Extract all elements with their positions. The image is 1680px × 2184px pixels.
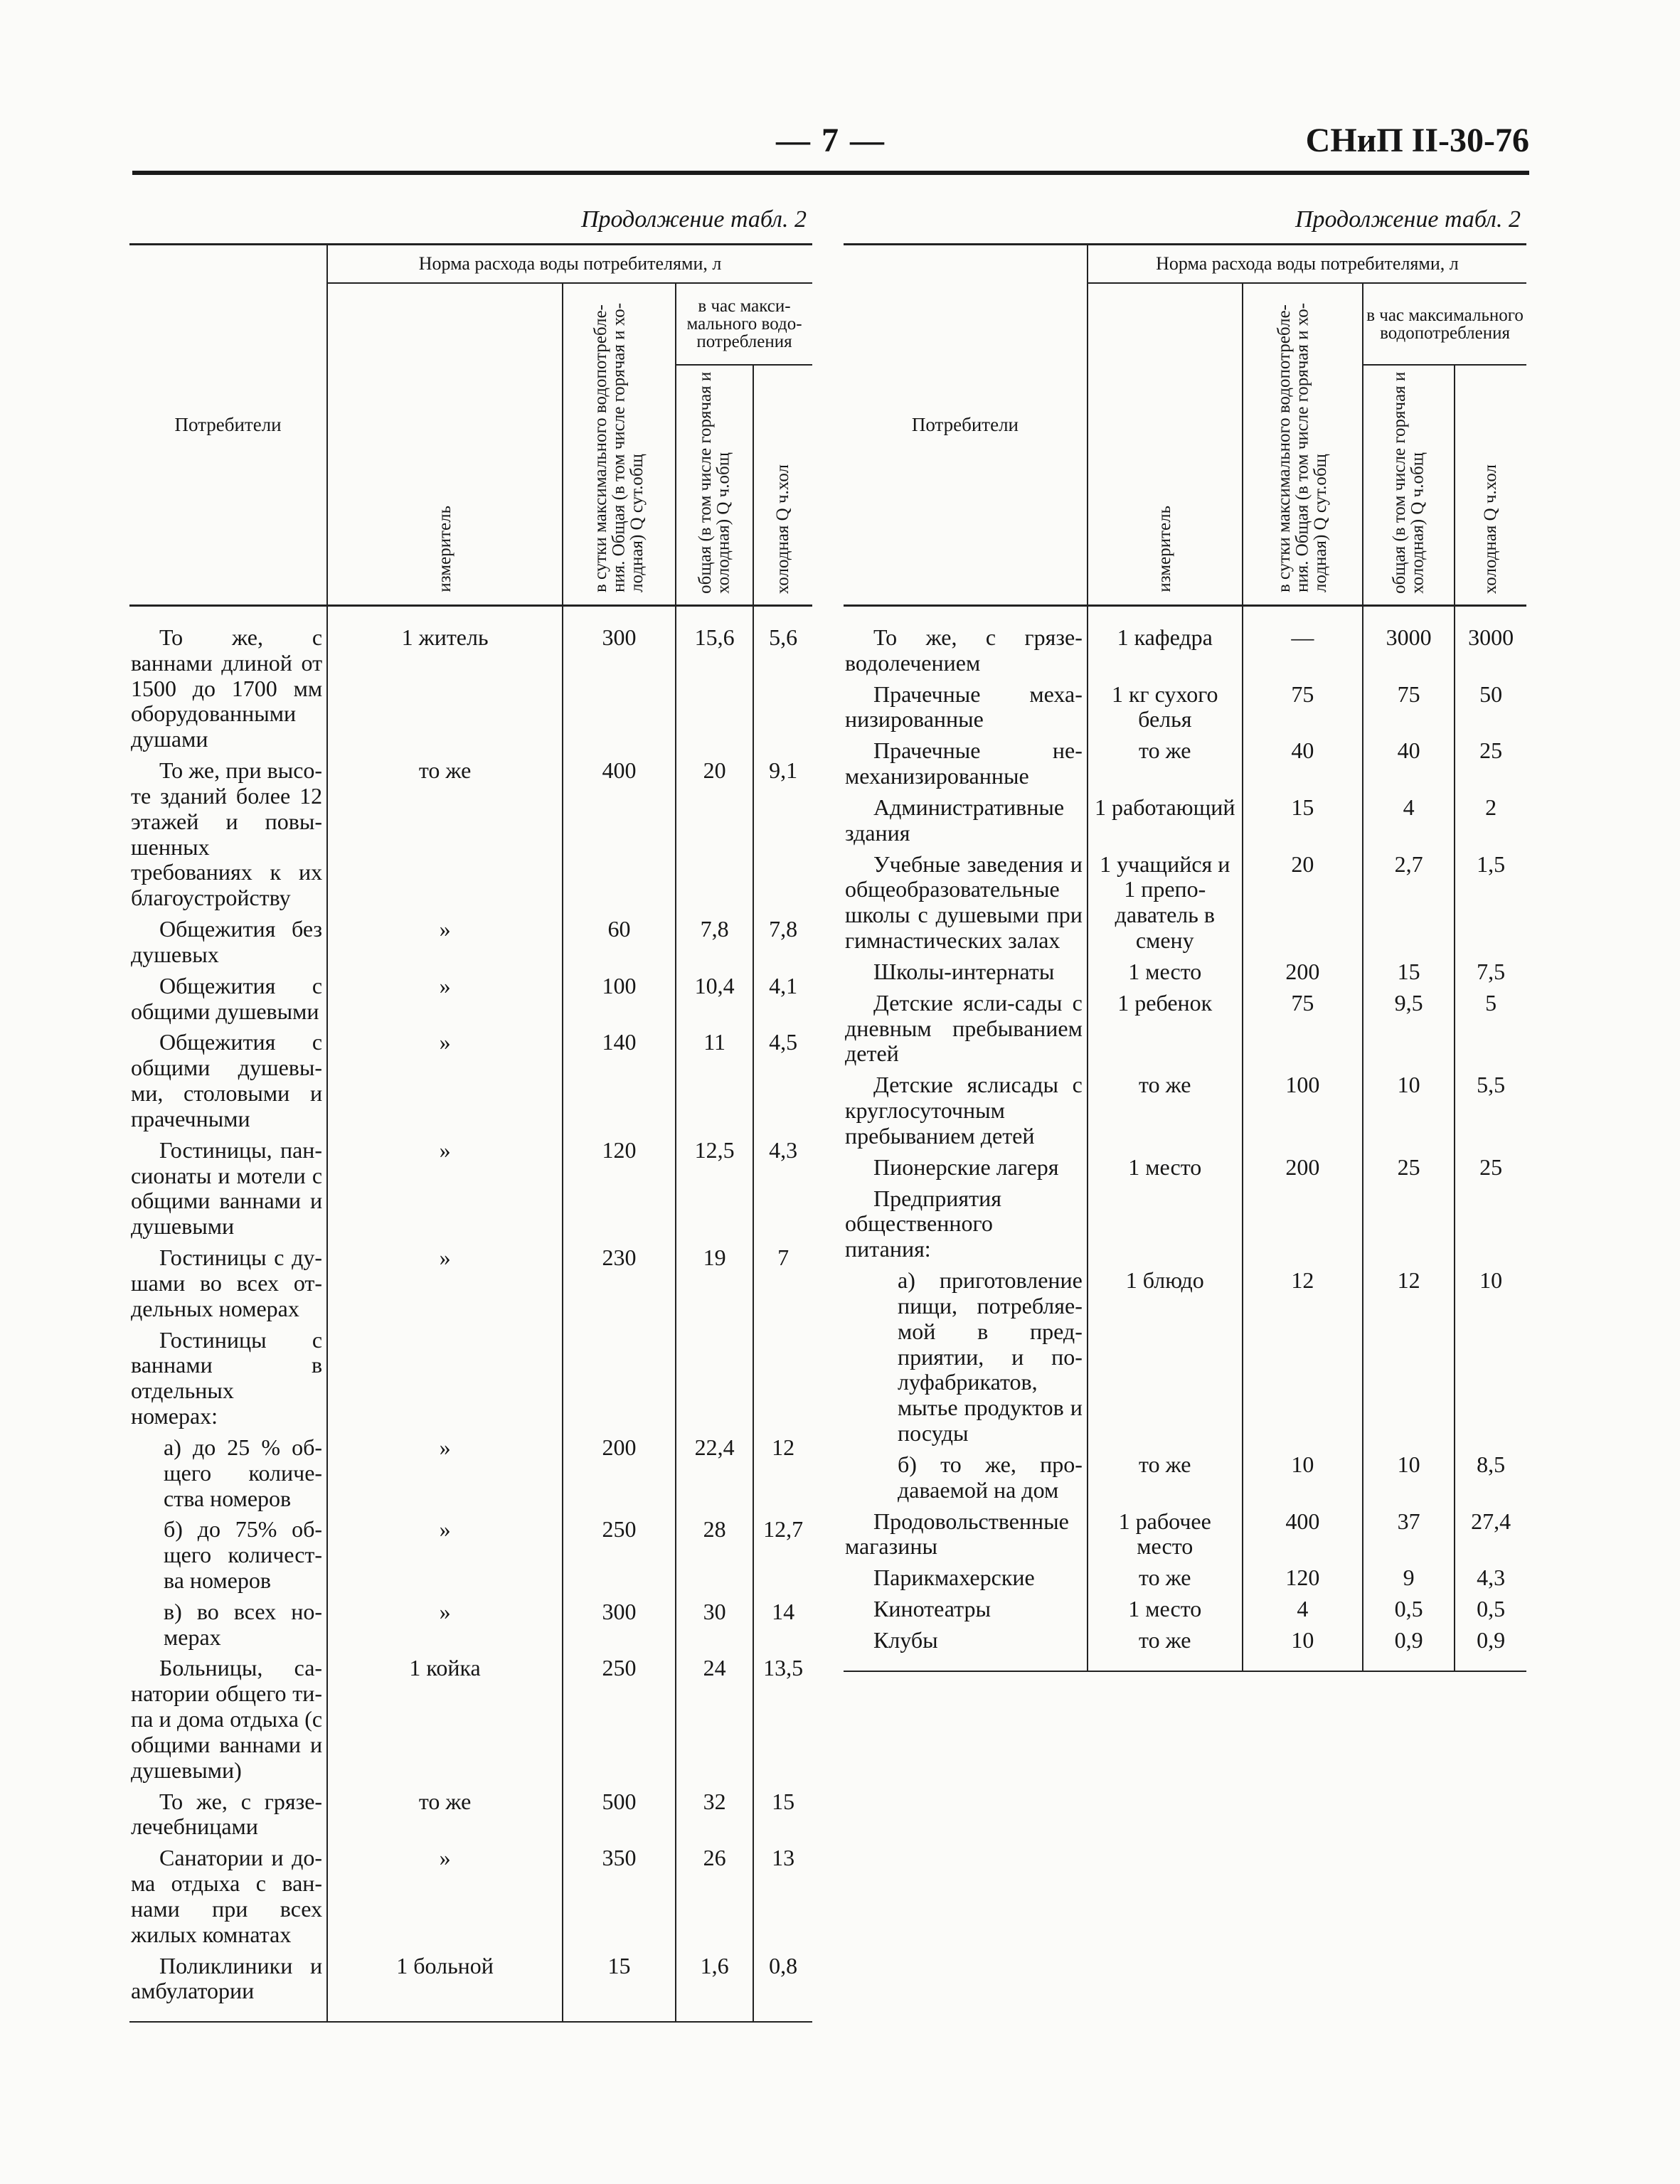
daily-norm-cell: 250 — [563, 1653, 676, 1786]
table-row — [844, 735, 1526, 792]
daily-norm-cell: 40 — [1243, 735, 1363, 792]
header-daily: в сутки максимального водопотребления. Общая (в том числе горячая и холодная) Q сут.общ — [563, 283, 676, 606]
header-hourly-total: общая (в том числе горячая и холодная) Q ч.общ — [676, 365, 753, 605]
header-consumers: Потребители — [844, 245, 1088, 606]
hourly-total-cell: 37 — [1363, 1506, 1455, 1563]
hourly-total-cell — [676, 1325, 753, 1432]
water-norms-table-right — [844, 243, 1526, 1672]
table-row — [844, 1594, 1526, 1625]
consumer-cell: То же, с грязелечебницами — [131, 1788, 323, 1840]
consumer-cell: Гостиницы с ваннами в отдельных номерах: — [131, 1326, 323, 1429]
table-row — [844, 1506, 1526, 1563]
hourly-total-cell: 15,6 — [676, 606, 753, 756]
left-table-section — [129, 206, 812, 2023]
unit-cell: то же — [1088, 735, 1243, 792]
hourly-cold-cell: 27,4 — [1455, 1506, 1526, 1563]
consumer-cell: Пионерские лагеря — [873, 1154, 1059, 1180]
hourly-total-cell: 22,4 — [676, 1432, 753, 1514]
table-row — [129, 606, 812, 756]
hourly-cold-cell: 10 — [1455, 1265, 1526, 1449]
daily-norm-cell: 120 — [1243, 1562, 1363, 1594]
consumer-cell: Продовольственные магазины — [845, 1508, 1069, 1560]
hourly-total-cell: 10 — [1363, 1070, 1455, 1151]
daily-norm-cell: 20 — [1243, 849, 1363, 957]
daily-norm-cell: 100 — [1243, 1070, 1363, 1151]
unit-cell: 1 место — [1088, 957, 1243, 988]
table-row — [844, 988, 1526, 1070]
unit-cell: 1 место — [1088, 1594, 1243, 1625]
unit-cell: то же — [327, 755, 563, 914]
table-row — [129, 1653, 812, 1786]
unit-cell: то же — [1088, 1070, 1243, 1151]
hourly-total-cell: 20 — [676, 755, 753, 914]
unit-cell: 1 больной — [327, 1951, 563, 2023]
hourly-total-cell: 1,6 — [676, 1951, 753, 2023]
unit-cell: » — [327, 1514, 563, 1596]
unit-cell: 1 место — [1088, 1152, 1243, 1183]
unit-cell — [327, 1325, 563, 1432]
consumer-cell: б) то же, продаваемой на дом — [898, 1451, 1083, 1503]
consumer-cell: Кинотеатры — [873, 1595, 991, 1621]
consumer-cell: То же, с ваннами длиной от 1500 до 1700 мм оборудованными душами — [131, 624, 323, 752]
table-row — [844, 606, 1526, 679]
daily-norm-cell: 230 — [563, 1242, 676, 1324]
hourly-total-cell: 32 — [676, 1786, 753, 1843]
document-code: СНиП II-30-76 — [1305, 122, 1529, 159]
table-row — [129, 1514, 812, 1596]
unit-cell: » — [327, 1027, 563, 1134]
daily-norm-cell: 75 — [1243, 988, 1363, 1070]
daily-norm-cell: 120 — [563, 1135, 676, 1242]
hourly-total-cell: 3000 — [1363, 606, 1455, 679]
unit-cell — [1088, 1183, 1243, 1265]
daily-norm-cell: 75 — [1243, 679, 1363, 736]
header-hourly-total: общая (в том числе горячая и холодная) Q ч.общ — [1363, 365, 1455, 605]
daily-norm-cell: 10 — [1243, 1625, 1363, 1671]
header-hourly-cold: холодная Q ч.хол — [1455, 365, 1526, 605]
daily-norm-cell: 200 — [1243, 1152, 1363, 1183]
table-row — [129, 914, 812, 971]
consumer-cell: Общежития с общими душевыми — [131, 972, 323, 1024]
unit-cell: » — [327, 1597, 563, 1653]
hourly-total-cell: 0,9 — [1363, 1625, 1455, 1671]
hourly-cold-cell: 7,8 — [753, 914, 812, 971]
consumer-cell: а) до 25 % общего количества номеров — [164, 1434, 323, 1511]
consumer-cell: Гостиницы с душами во всех отдельных номерах — [131, 1245, 323, 1321]
unit-cell: 1 блюдо — [1088, 1265, 1243, 1449]
table-row — [129, 1597, 812, 1653]
hourly-cold-cell: 2 — [1455, 792, 1526, 849]
hourly-total-cell: 11 — [676, 1027, 753, 1134]
unit-cell: то же — [1088, 1449, 1243, 1506]
consumer-cell: Школы-интернаты — [873, 958, 1055, 984]
hourly-cold-cell: 0,5 — [1455, 1594, 1526, 1625]
hourly-cold-cell: 9,1 — [753, 755, 812, 914]
hourly-cold-cell: 12,7 — [753, 1514, 812, 1596]
header-hourly-cold: холодная Q ч.хол — [753, 365, 812, 605]
hourly-cold-cell: 4,3 — [753, 1135, 812, 1242]
consumer-cell: Прачечные механизированные — [845, 681, 1083, 733]
consumer-cell: То же, с грязеводолечением — [845, 624, 1083, 676]
daily-norm-cell: 100 — [563, 971, 676, 1028]
hourly-total-cell: 19 — [676, 1242, 753, 1324]
hourly-total-cell: 9 — [1363, 1562, 1455, 1594]
continuation-label: Продолжение табл. 2 — [580, 206, 807, 233]
unit-cell: » — [327, 1135, 563, 1242]
consumer-cell: Гостиницы, пансионаты и мотели с общими ваннами и душевыми — [131, 1136, 323, 1240]
hourly-cold-cell: 25 — [1455, 1152, 1526, 1183]
table-row — [129, 1432, 812, 1514]
consumer-cell: в) во всех номерах — [164, 1598, 323, 1650]
hourly-cold-cell: 5,5 — [1455, 1070, 1526, 1151]
hourly-total-cell: 7,8 — [676, 914, 753, 971]
hourly-cold-cell: 5 — [1455, 988, 1526, 1070]
hourly-cold-cell: 0,8 — [753, 1951, 812, 2023]
daily-norm-cell — [1243, 1183, 1363, 1265]
hourly-total-cell: 12,5 — [676, 1135, 753, 1242]
hourly-cold-cell: 5,6 — [753, 606, 812, 756]
hourly-total-cell: 2,7 — [1363, 849, 1455, 957]
unit-cell: 1 житель — [327, 606, 563, 756]
hourly-cold-cell: 7,5 — [1455, 957, 1526, 988]
hourly-cold-cell: 4,5 — [753, 1027, 812, 1134]
header-unit: измеритель — [327, 283, 563, 606]
consumer-cell: Парикмахерские — [873, 1565, 1035, 1591]
hourly-cold-cell: 15 — [753, 1786, 812, 1843]
table-row — [844, 792, 1526, 849]
page-header — [132, 121, 1529, 174]
unit-cell: 1 ребенок — [1088, 988, 1243, 1070]
hourly-cold-cell: 8,5 — [1455, 1449, 1526, 1506]
table-row — [129, 1242, 812, 1324]
table-row — [129, 1027, 812, 1134]
hourly-total-cell — [1363, 1183, 1455, 1265]
header-daily: в сутки максимального водопотребления. Общая (в том числе горячая и холодная) Q сут.общ — [1243, 283, 1363, 606]
daily-norm-cell: 250 — [563, 1514, 676, 1596]
consumer-cell: Детские ясли-сады с дневным пребыванием детей — [845, 989, 1083, 1067]
unit-cell: 1 кафедра — [1088, 606, 1243, 679]
hourly-cold-cell: 14 — [753, 1597, 812, 1653]
unit-cell: » — [327, 1843, 563, 1950]
table-row — [844, 1625, 1526, 1671]
hourly-total-cell: 15 — [1363, 957, 1455, 988]
table-row — [844, 1449, 1526, 1506]
daily-norm-cell: 200 — [563, 1432, 676, 1514]
hourly-total-cell: 25 — [1363, 1152, 1455, 1183]
table-row — [844, 679, 1526, 736]
hourly-cold-cell: 25 — [1455, 735, 1526, 792]
hourly-cold-cell: 4,1 — [753, 971, 812, 1028]
hourly-total-cell: 40 — [1363, 735, 1455, 792]
daily-norm-cell: 15 — [563, 1951, 676, 2023]
daily-norm-cell: 300 — [563, 1597, 676, 1653]
hourly-cold-cell: 13,5 — [753, 1653, 812, 1786]
table-row — [844, 1070, 1526, 1151]
header-norm-group: Норма расхода воды потребителями, л — [1088, 245, 1526, 284]
daily-norm-cell: 400 — [563, 755, 676, 914]
unit-cell: 1 койка — [327, 1653, 563, 1786]
table-row — [844, 1183, 1526, 1265]
table-row — [129, 1843, 812, 1950]
hourly-cold-cell: 1,5 — [1455, 849, 1526, 957]
hourly-cold-cell — [1455, 1183, 1526, 1265]
continuation-label: Продолжение табл. 2 — [1294, 206, 1521, 233]
unit-cell: » — [327, 1432, 563, 1514]
consumer-cell: Клубы — [844, 1625, 1088, 1671]
table-row — [844, 849, 1526, 957]
consumer-cell: б) до 75% общего количества номеров — [164, 1516, 323, 1593]
unit-cell: то же — [1088, 1562, 1243, 1594]
unit-cell: то же — [1088, 1625, 1243, 1671]
daily-norm-cell: — — [1243, 606, 1363, 679]
hourly-total-cell: 30 — [676, 1597, 753, 1653]
water-norms-table-left — [129, 243, 812, 2023]
hourly-cold-cell — [753, 1325, 812, 1432]
hourly-cold-cell: 0,9 — [1455, 1625, 1526, 1671]
unit-cell: » — [327, 914, 563, 971]
consumer-cell: Больницы, санатории общего типа и дома отдыха (с общими ваннами и душевыми) — [131, 1655, 323, 1783]
daily-norm-cell: 400 — [1243, 1506, 1363, 1563]
header-norm-group: Норма расхода воды потребителями, л — [327, 245, 812, 284]
hourly-total-cell: 9,5 — [1363, 988, 1455, 1070]
unit-cell: » — [327, 1242, 563, 1324]
hourly-cold-cell: 12 — [753, 1432, 812, 1514]
consumer-cell: Детские яслисады с круглосуточным пребыванием детей — [845, 1072, 1083, 1149]
consumer-cell: Прачечные немеханизированные — [845, 737, 1083, 789]
hourly-total-cell: 12 — [1363, 1265, 1455, 1449]
hourly-cold-cell: 13 — [753, 1843, 812, 1950]
daily-norm-cell: 10 — [1243, 1449, 1363, 1506]
hourly-total-cell: 4 — [1363, 792, 1455, 849]
page-number: — 7 — — [776, 122, 886, 159]
hourly-total-cell: 75 — [1363, 679, 1455, 736]
table-row — [129, 1951, 812, 2023]
consumer-cell: Общежития с общими душевыми, столовыми и прачечными — [131, 1029, 323, 1131]
hourly-cold-cell: 7 — [753, 1242, 812, 1324]
hourly-total-cell: 10 — [1363, 1449, 1455, 1506]
daily-norm-cell: 4 — [1243, 1594, 1363, 1625]
daily-norm-cell: 60 — [563, 914, 676, 971]
hourly-total-cell: 10,4 — [676, 971, 753, 1028]
unit-cell: » — [327, 971, 563, 1028]
consumer-cell: а) приготовление пищи, потребляемой в предприятии, и полуфабрикатов, мытье продуктов и посуды — [898, 1267, 1083, 1447]
header-unit: измеритель — [1088, 283, 1243, 606]
daily-norm-cell — [563, 1325, 676, 1432]
table-row — [844, 957, 1526, 988]
table-row — [129, 755, 812, 914]
consumer-cell: То же, при высоте зданий более 12 этажей и повышенных требованиях к их благоустройству — [131, 757, 323, 911]
header-consumers: Потребители — [129, 245, 327, 606]
unit-cell: то же — [327, 1786, 563, 1843]
unit-cell: 1 кг сухого белья — [1088, 679, 1243, 736]
consumer-cell: Поликлиники и амбулатории — [129, 1951, 327, 2023]
hourly-total-cell: 0,5 — [1363, 1594, 1455, 1625]
table-row — [129, 1135, 812, 1242]
header-rule — [132, 171, 1529, 175]
daily-norm-cell: 500 — [563, 1786, 676, 1843]
daily-norm-cell: 350 — [563, 1843, 676, 1950]
table-row — [129, 1325, 812, 1432]
table-row — [844, 1152, 1526, 1183]
daily-norm-cell: 300 — [563, 606, 676, 756]
hourly-total-cell: 26 — [676, 1843, 753, 1950]
unit-cell: 1 рабочее место — [1088, 1506, 1243, 1563]
hourly-cold-cell: 4,3 — [1455, 1562, 1526, 1594]
consumer-cell: Общежития без душевых — [131, 916, 323, 967]
table-row — [844, 1562, 1526, 1594]
consumer-cell: Санатории и дома отдыха с ваннами при всех жилых комнатах — [131, 1845, 323, 1947]
hourly-cold-cell: 50 — [1455, 679, 1526, 736]
consumer-cell: Административные здания — [845, 794, 1065, 846]
right-table-section — [844, 206, 1526, 1672]
header-hourly-group: в час максимального водопотребления — [1363, 283, 1526, 365]
daily-norm-cell: 200 — [1243, 957, 1363, 988]
consumer-cell: Предприятия общественного питания: — [845, 1185, 1001, 1262]
consumer-cell: Учебные заведения и общеобразовательные школы с душевыми при гимнастических залах — [845, 851, 1083, 954]
daily-norm-cell: 12 — [1243, 1265, 1363, 1449]
hourly-total-cell: 28 — [676, 1514, 753, 1596]
daily-norm-cell: 15 — [1243, 792, 1363, 849]
daily-norm-cell: 140 — [563, 1027, 676, 1134]
hourly-cold-cell: 3000 — [1455, 606, 1526, 679]
table-row — [844, 1265, 1526, 1449]
hourly-total-cell: 24 — [676, 1653, 753, 1786]
unit-cell: 1 учащийся и 1 преподаватель в смену — [1088, 849, 1243, 957]
table-row — [129, 1786, 812, 1843]
unit-cell: 1 работающий — [1088, 792, 1243, 849]
table-row — [129, 971, 812, 1028]
header-hourly-group: в час максимального водопотребления — [676, 283, 812, 365]
